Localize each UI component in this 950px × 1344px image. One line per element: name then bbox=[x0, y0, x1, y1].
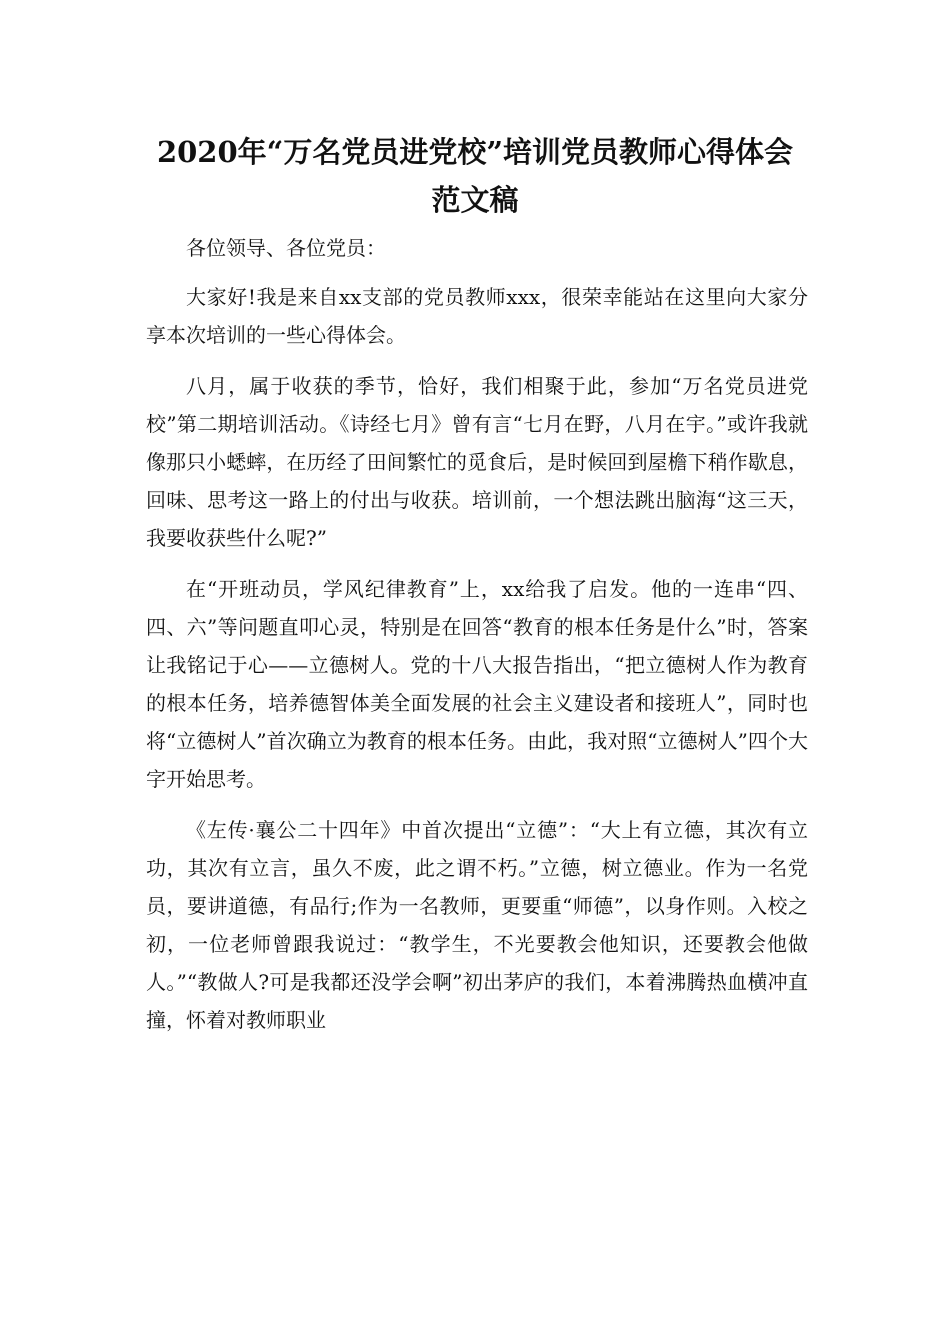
body-paragraph: 在“开班动员，学风纪律教育”上，xx给我了启发。他的一连串“四、四、六”等问题直叩心灵，特别是在回答“教育的根本任务是什么”时，答案让我铭记于心——立德树人。党的十八大报告指出，“把立德树人作为教育的根本任务，培养德智体美全面发展的社会主义建设者和接班人”，同时也将“立德树人”首次确立为教育的根本任务。由此，我对照“立德树人”四个大字开始思考。 bbox=[146, 577, 808, 791]
document-title-line-2: 范文稿 bbox=[431, 183, 519, 217]
body-paragraph: 《左传·襄公二十四年》中首次提出“立德”：“大上有立德，其次有立功，其次有立言，虽久不废，此之谓不朽。”立德，树立德业。作为一名党员，要讲道德，有品行;作为一名教师，更要重“师德”，以身作则。入校之初，一位老师曾跟我说过：“教学生，不光要教会他知识，还要教会他做人。”“教做人?可是我都还没学会啊”初出茅庐的我们，本着沸腾热血横冲直撞，怀着对教师职业 bbox=[146, 818, 808, 1032]
document-body bbox=[146, 229, 808, 1052]
document-title-line-1: 2020年“万名党员进党校”培训党员教师心得体会 bbox=[156, 135, 794, 169]
body-paragraph: 大家好!我是来自xx支部的党员教师xxx，很荣幸能站在这里向大家分享本次培训的一些心得体会。 bbox=[146, 285, 808, 347]
document-title bbox=[140, 128, 810, 224]
body-paragraph: 八月，属于收获的季节，恰好，我们相聚于此，参加“万名党员进党校”第二期培训活动。《诗经七月》曾有言“七月在野，八月在宇。”或许我就像那只小蟋蟀，在历经了田间繁忙的觅食后，是时候回到屋檐下稍作歇息，回味、思考这一路上的付出与收获。培训前，一个想法跳出脑海“这三天，我要收获些什么呢?” bbox=[146, 374, 808, 550]
greeting-paragraph: 各位领导、各位党员： bbox=[186, 236, 386, 260]
